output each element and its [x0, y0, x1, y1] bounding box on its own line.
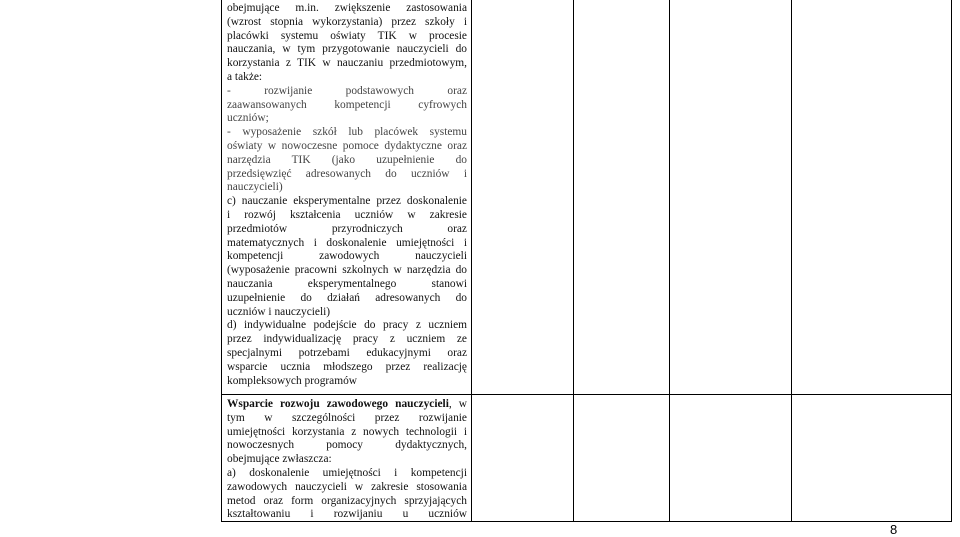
text-line: (wzrost stopnia wykorzystania) przez szkoły i — [227, 15, 467, 28]
text-line: oświaty w nowoczesne pomoce dydaktyczne oraz — [227, 139, 467, 152]
text-line: obejmujące m.in. zwiększenie zastosowania — [227, 2, 467, 14]
text-line: narzędzia TIK (jako uzupełnienie do — [227, 153, 467, 166]
table-cell-top — [227, 2, 467, 388]
text-line: uzupełnienie do działań adresowanych do — [227, 291, 467, 304]
text-line: przedmiotów przyrodniczych oraz — [227, 222, 467, 235]
text-line: nauczania, w tym przygotowanie nauczycieli do — [227, 43, 467, 56]
column-border — [221, 0, 222, 522]
column-border — [573, 0, 574, 522]
text-line: nauczania eksperymentalnego stanowi — [227, 277, 467, 290]
text-line: c) nauczanie eksperymentalne przez doskonalenie — [227, 195, 467, 208]
text-line: a) doskonalenie umiejętności i kompetencji — [227, 466, 467, 479]
text-line: nowoczesnych pomocy dydaktycznych, — [227, 439, 467, 452]
text-line: (wyposażenie pracowni szkolnych w narzędzia do — [227, 264, 467, 277]
text-line: placówki systemu oświaty TIK w procesie — [227, 29, 467, 42]
page-number: 8 — [890, 522, 898, 537]
text-line — [227, 398, 467, 412]
text-line: przez indywidualizację pracy z uczniem ze — [227, 333, 467, 346]
text-line: uczniów; — [227, 112, 269, 125]
column-border — [471, 0, 472, 522]
text-line: kompleksowych programów — [227, 374, 358, 387]
column-border — [669, 0, 670, 522]
text-line: matematycznych i doskonalenie umiejętności i — [227, 236, 467, 249]
text-line: - wyposażenie szkół lub placówek systemu — [227, 126, 467, 139]
text-line: zaawansowanych kompetencji cyfrowych — [227, 98, 467, 111]
text-line: korzystania z TIK w nauczaniu przedmiotowym, — [227, 57, 467, 70]
text-line: obejmujące zwłaszcza: — [227, 453, 332, 466]
text-line: specjalnymi potrzebami edukacyjnymi oraz — [227, 346, 467, 359]
text-line: i rozwój kształcenia uczniów w zakresie — [227, 208, 467, 221]
section-heading: Wsparcie rozwoju zawodowego nauczycieli — [227, 398, 449, 410]
text-line: uczniów i nauczycieli) — [227, 305, 331, 318]
column-border — [791, 0, 792, 522]
text-line: metod oraz form organizacyjnych sprzyjających — [227, 494, 467, 507]
text-line: kompetencji zawodowych nauczycieli — [227, 250, 467, 263]
column-border — [951, 0, 952, 522]
heading-tail: , w — [448, 398, 467, 410]
text-line: d) indywidualne podejście do pracy z uczniem — [227, 319, 467, 332]
text-line: kształtowaniu i rozwijaniu u uczniów — [227, 508, 467, 521]
text-line: tym w szczególności przez rozwijanie — [227, 411, 467, 424]
text-line: zawodowych nauczycieli w zakresie stosowania — [227, 480, 467, 493]
table-cell-bottom — [227, 398, 467, 522]
text-line: umiejętności korzystania z nowych technologii i — [227, 425, 467, 438]
text-line: - rozwijanie podstawowych oraz — [227, 84, 467, 97]
text-line: przedsięwzięć adresowanych do uczniów i — [227, 167, 467, 180]
text-line: nauczycieli) — [227, 181, 283, 194]
row-border — [221, 394, 952, 395]
text-line: a także: — [227, 70, 263, 83]
text-line: wsparcie ucznia młodszego przez realizację — [227, 360, 467, 373]
